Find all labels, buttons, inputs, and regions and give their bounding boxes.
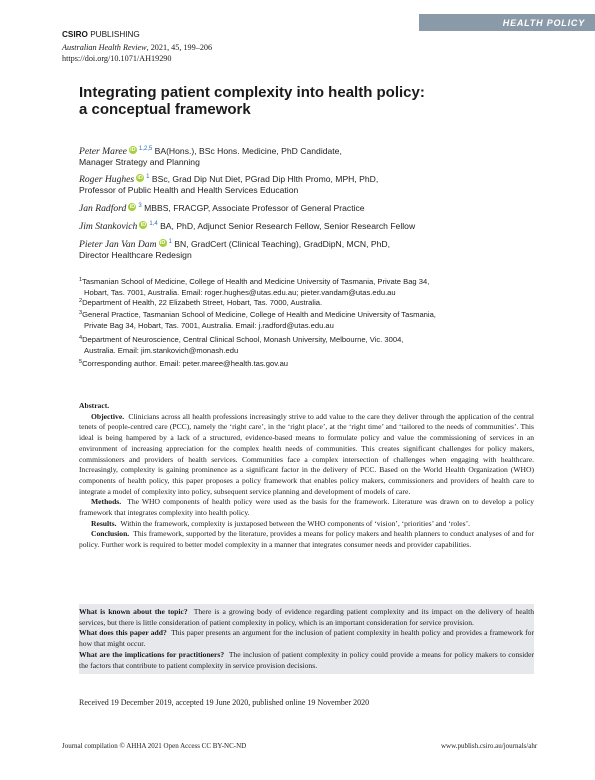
orcid-icon[interactable]: iD [137,175,143,181]
publisher-rest: PUBLISHING [87,30,140,39]
results-text: Within the framework, complexity is juxtaposed between the WHO components of ‘vision’, ‘priorities’ and ‘roles’. [120,518,471,528]
affiliation [79,357,539,370]
author-entry [79,201,365,214]
journal-volume: , 2021, 45, 199–206 [146,43,213,52]
results-label: Results. [91,518,117,528]
author-name[interactable]: Jan Radford [79,203,127,214]
doi-link[interactable]: https://doi.org/10.1071/AH19290 [62,54,172,63]
author-affil-sup: 3 [138,203,142,209]
key-point-answer: This paper presents an argument for the inclusion of patient complexity in health policy and provides a framework for how that might occur. [79,628,534,649]
affiliation-line-2: Hobart, Tas. 7001, Australia. Email: roger.hughes@utas.edu.au; pieter.vandam@utas.edu.au [84,287,396,297]
methods-text: The WHO components of health policy were used as the basis for the framework. Literature was drawn on to develop a policy framework that integrates complexity into health policy. [79,497,534,518]
objective-label: Objective. [91,411,125,421]
orcid-icon[interactable]: iD [129,204,136,210]
section-banner: HEALTH POLICY [419,14,595,31]
key-point [79,628,534,649]
methods-label: Methods. [91,497,122,507]
author-desc-2: Professor of Public Health and Health Services Education [79,185,299,195]
author-entry [79,237,390,261]
affiliation-number: 3 [79,310,83,316]
orcid-icon[interactable]: iD [140,222,147,228]
journal-name: Australian Health Review [62,43,147,52]
affiliation-line: Department of Health, 22 Elizabeth Street, Hobart, Tas. 7000, Australia. [82,298,323,307]
affiliation-line-2: Australia. Email: jim.stankovich@monash.edu [84,345,239,355]
conclusion-label: Conclusion. [91,529,130,539]
affiliation-line-2: Private Bag 34, Hobart, Tas. 7001, Australia. Email: j.radford@utas.edu.au [84,320,334,330]
affiliation-line: Department of Neuroscience, Central Clinical School, Monash University, Melbourne, Vic. 3004, [82,335,404,344]
key-point-question: What are the implications for practitioners? [79,649,225,659]
key-point [79,650,534,671]
orcid-icon[interactable]: iD [159,240,166,246]
author-affil-sup: 1 [146,174,150,180]
author-entry [79,144,342,168]
key-point-question: What does this paper add? [79,628,167,638]
author-name[interactable]: Roger Hughes [79,174,135,185]
journal-citation [62,43,212,52]
abstract-results [79,519,534,530]
author-desc-2: Director Healthcare Redesign [79,250,192,260]
author-desc: BA, PhD, Adjunct Senior Research Fellow, Senior Research Fellow [160,221,416,231]
received-dates: Received 19 December 2019, accepted 19 June 2020, published online 19 November 2020 [79,698,370,707]
abstract-methods [79,497,534,518]
title-line-2: a conceptual framework [79,101,251,118]
key-point-answer: There is a growing body of evidence regarding patient complexity and its impact on the delivery of health services, but there is little consideration of patient complexity in policy, which is an important consideration for service provision. [79,607,535,627]
author-name[interactable]: Pieter Jan Van Dam [79,239,157,250]
affiliation-line: General Practice, Tasmanian School of Medicine, College of Health and Medicine University of Tasmania, [82,310,436,319]
key-point [79,607,534,628]
author-affil-sup: 1,4 [149,221,158,227]
orcid-icon[interactable]: iD [130,147,136,153]
abstract-heading: Abstract. [79,401,110,410]
objective-text: Clinicians across all health professions increasingly strive to add value to the care they deliver through the application of the central tenets of people-centred care (PCC), namely the ‘right care’, in the ‘right place’, at the ‘right time’ and ‘tailored to the needs of communities’. This ideal is being hampered by a lack of a structured, evidence-based means to formulate policy and value the commissioning of services in an environment of increasing appreciation for the complex health needs of communities. This creates significant challenges for policy makers, commissioners and providers of health services. Communities face a complex intersection of challenges when engaging with healthcare. Increasingly, complexity is gaining prominence as a significant factor in the delivery of PCC. Based on the World Health Organization (WHO) components of health policy, this paper proposes a policy framework that enables policy makers, commissioners and providers of health care to integrate a model of complexity into policy, subsequent service planning and development of models of care. [79,411,535,496]
publisher-logo [62,30,140,39]
affiliation-number: 5 [79,359,83,365]
affiliation-line: Tasmanian School of Medicine, College of Health and Medicine University of Tasmania, Private Bag 34, [82,277,430,286]
key-point-question: What is known about the topic? [79,607,188,616]
abstract [79,401,534,551]
author-desc: BN, GradCert (Clinical Teaching), GradDipN, MCN, PhD, [174,239,390,249]
author-desc-2: Manager Strategy and Planning [79,157,200,167]
author-affil-sup: 1,2,5 [138,146,153,152]
affiliation-number: 1 [79,277,83,283]
author-desc: BA(Hons.), BSc Hons. Medicine, PhD Candidate, [154,146,342,156]
author-entry [79,172,378,196]
affiliation [79,308,539,331]
abstract-conclusion [79,529,534,550]
key-points-box [79,604,534,674]
author-desc: MBBS, FRACGP, Associate Professor of General Practice [144,203,365,213]
affiliation-line: Corresponding author. Email: peter.maree@health.tas.gov.au [82,359,289,368]
affiliation [79,275,539,298]
affiliation [79,296,539,309]
publisher-brand: CSIRO [62,30,88,39]
author-name[interactable]: Jim Stankovich [79,221,138,232]
author-affil-sup: 1 [168,239,172,245]
footer-copyright: Journal compilation © AHHA 2021 Open Access CC BY-NC-ND [62,742,247,750]
footer-url[interactable]: www.publish.csiro.au/journals/ahr [441,742,538,750]
author-name[interactable]: Peter Maree [79,146,127,157]
key-point-answer: The inclusion of patient complexity in policy could provide a means for policy makers to consider the factors that contribute to patient complexity in service provision decisions. [79,649,534,670]
conclusion-text: This framework, supported by the literature, provides a means for policy makers and health planners to conduct analyses of and for policy. Further work is required to better model complexity in a manner that integrates consumer needs and provider capabilities. [79,529,535,550]
affiliation-number: 4 [79,335,83,341]
article-title [79,84,425,118]
title-line-1: Integrating patient complexity into health policy: [79,84,425,101]
affiliation [79,333,539,356]
abstract-objective [79,412,534,498]
author-entry [79,219,415,232]
author-desc: BSc, Grad Dip Nut Diet, PGrad Dip Hlth Promo, MPH, PhD, [151,174,379,184]
affiliation-number: 2 [79,298,83,304]
